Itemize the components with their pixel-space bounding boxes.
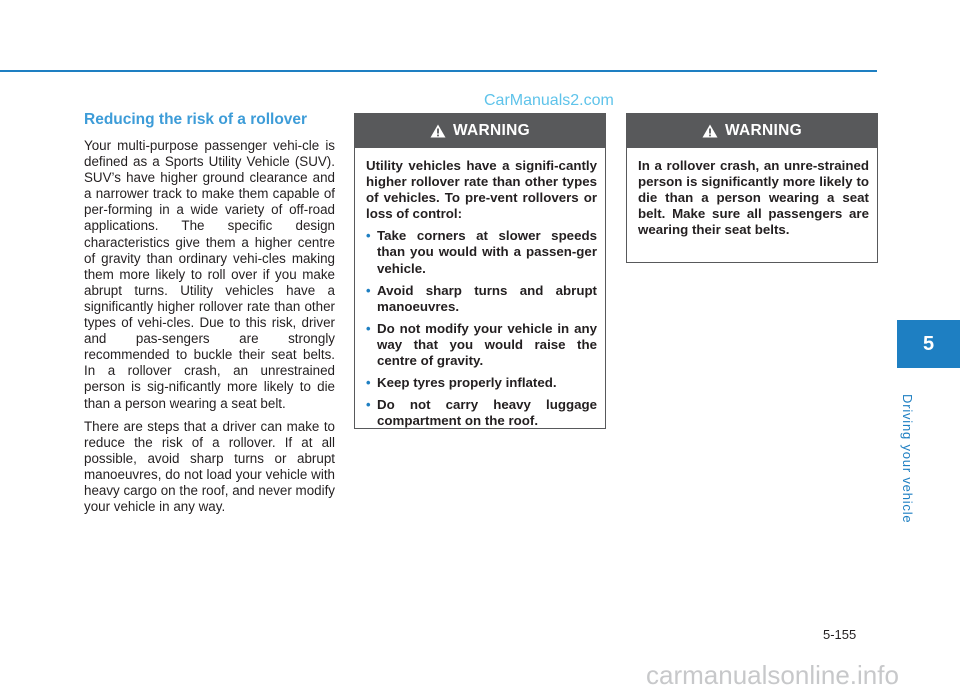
warning-bullet [366,283,597,315]
watermark-top[interactable]: CarManuals2.com [484,92,614,109]
warning-header [355,114,605,148]
page-number: 5-155 [823,627,857,642]
warning-intro: Utility vehicles have a signifi-cantly higher rollover rate than other types of vehicles. To pre-vent rollovers or loss of control: [366,158,597,222]
chapter-tab [897,320,960,368]
body-paragraph: Your multi-purpose passenger vehi-cle is defined as a Sports Utility Vehicle (SUV). SUV’s have higher ground clearance and a narrower track to make them capable of per-forming in a wide variety of off-road applications. The specific design characteristics give them a higher centre of gravity than ordinary vehi-cles making them more likely to roll over if you make abrupt turns. Utility vehicles have a significantly higher rollover rate than other types of vehi-cles. Due to this risk, driver and pas-sengers are strongly recommended to buckle their seat belts. In a rollover crash, an unrestrained person is sig-nificantly more likely to die than a person wearing a seat belt. [84,138,335,411]
bullet-dot-icon: • [366,320,371,336]
body-paragraph: There are steps that a driver can make to reduce the risk of a rollover. If at all possible, avoid sharp turns or abrupt manoeuvres, do not load your vehicle with heavy cargo on the roof, and never modify your vehicle in any way. [84,418,335,515]
chapter-label: Driving your vehicle [900,394,915,524]
section-title: Reducing the risk of a rollover [84,111,308,128]
warning-header-label: WARNING [452,122,530,139]
warning-bullet [366,228,597,276]
warning-body [627,148,877,238]
warning-triangle-icon [702,124,718,138]
warning-bullet-text: Do not carry heavy luggage compartment on the roof. [377,397,597,429]
header-rule [0,70,877,72]
bullet-dot-icon: • [366,282,371,298]
warning-header [627,114,877,148]
chapter-number: 5 [922,332,935,355]
warning-bullet [366,321,597,369]
watermark-bottom[interactable]: carmanualsonline.info [646,660,899,690]
warning-bullet-text: Avoid sharp turns and abrupt manoeuvres. [377,282,597,314]
bullet-dot-icon: • [366,397,371,413]
warning-list [366,228,597,429]
section-body [84,138,335,522]
warning-bullet [366,375,597,391]
warning-box-rollover-prevention [354,113,606,429]
bullet-dot-icon: • [366,375,371,391]
warning-header-label: WARNING [724,122,802,139]
warning-bullet-text: Keep tyres properly inflated. [377,375,557,391]
warning-bullet [366,397,597,429]
warning-text: In a rollover crash, an unre-strained person is significantly more likely to die than a person wearing a seat belt. Make sure all passengers are wearing their seat belts. [638,158,869,238]
warning-triangle-icon [430,124,446,138]
bullet-dot-icon: • [366,228,371,244]
warning-bullet-text: Take corners at slower speeds than you would with a passen-ger vehicle. [377,228,597,276]
warning-bullet-text: Do not modify your vehicle in any way that you would raise the centre of gravity. [377,320,597,369]
warning-box-seat-belts [626,113,878,263]
warning-body [355,148,605,429]
